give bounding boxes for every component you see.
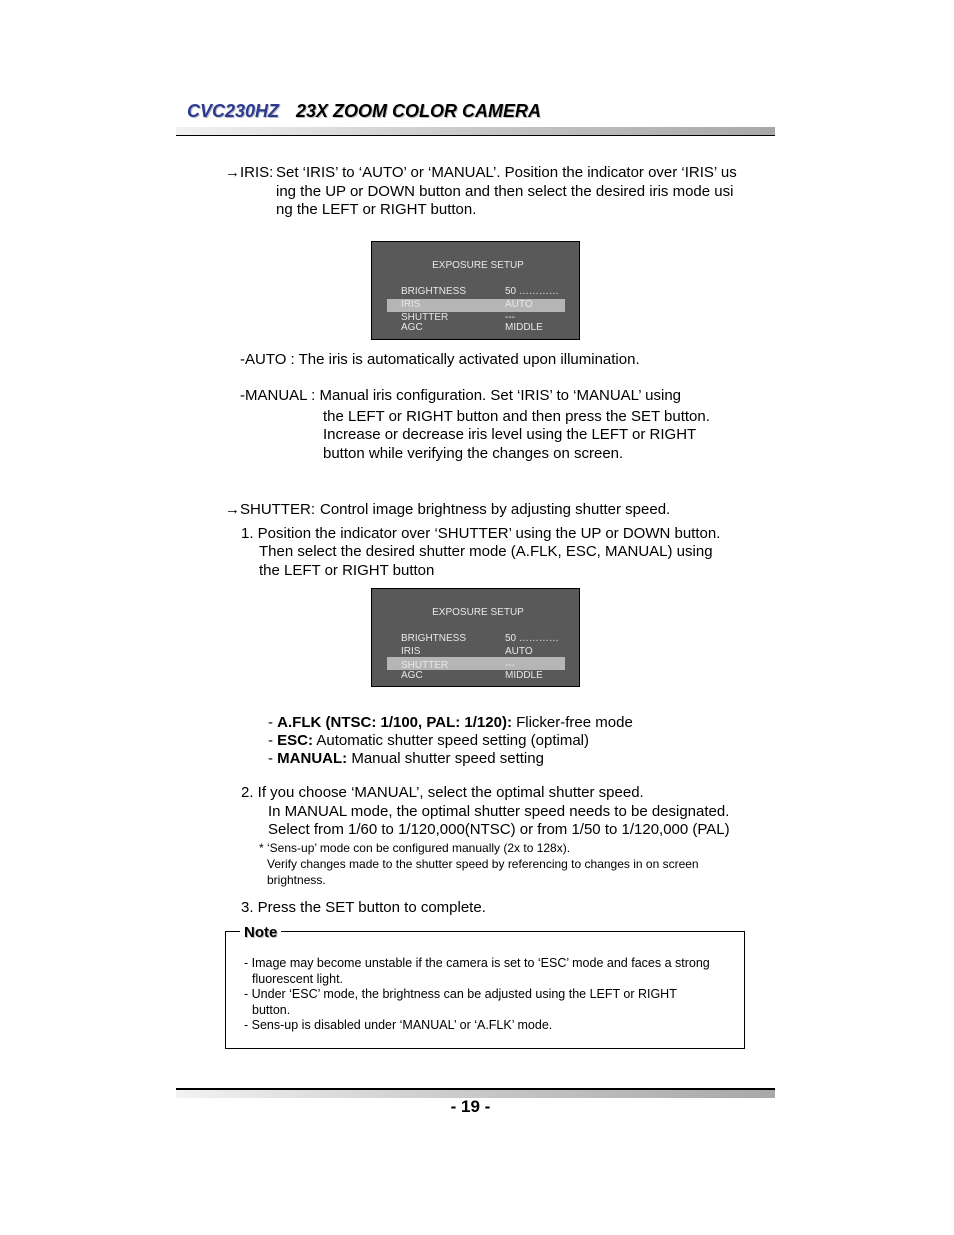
iris-auto-text: -AUTO : The iris is automatically activated upon illumination. — [240, 351, 640, 368]
iris-desc-line-2: ing the UP or DOWN button and then select the desired iris mode usi — [276, 183, 734, 200]
osd-row-label: SHUTTER — [401, 660, 449, 671]
shutter-step3: 3. Press the SET button to complete. — [241, 899, 486, 916]
osd-row-value: --- — [505, 660, 515, 671]
note-title: Note — [240, 924, 281, 941]
shutter-mode-manual — [268, 749, 544, 768]
shutter-step1-line-2: Then select the desired shutter mode (A.FLK, ESC, MANUAL) using — [259, 543, 713, 560]
iris-desc-line-3: ng the LEFT or RIGHT button. — [276, 201, 477, 218]
mode-prefix: - — [268, 732, 278, 749]
mode-desc: Automatic shutter speed setting (optimal) — [313, 732, 589, 749]
osd-row-value: MIDDLE — [505, 322, 543, 333]
osd-title: EXPOSURE SETUP — [432, 260, 524, 271]
osd-row-value: AUTO — [505, 646, 533, 657]
osd-row-value: AUTO — [505, 299, 533, 310]
iris-manual-line-2: the LEFT or RIGHT button and then press the SET button. — [323, 408, 710, 425]
mode-name: ESC: — [277, 732, 314, 749]
page-number: - 19 - — [450, 1097, 491, 1116]
iris-manual-line-4: button while verifying the changes on screen. — [323, 445, 624, 462]
shutter-desc: Control image brightness by adjusting shutter speed. — [320, 501, 671, 518]
shutter-mode-aflk — [268, 713, 633, 732]
mode-name: A.FLK (NTSC: 1/100, PAL: 1/120): — [277, 714, 512, 731]
shutter-step1-line-3: the LEFT or RIGHT button — [259, 562, 435, 579]
footnote-line-3: brightness. — [267, 873, 326, 887]
header-title: 23X ZOOM COLOR CAMERA — [296, 101, 542, 121]
note-line-3: - Under ‘ESC’ mode, the brightness can be adjusted using the LEFT or RIGHT — [244, 987, 677, 1001]
shutter-step2-line-3: Select from 1/60 to 1/120,000(NTSC) or from 1/50 to 1/120,000 (PAL) — [268, 821, 730, 838]
note-line-1: - Image may become unstable if the camera is set to ‘ESC’ mode and faces a strong — [244, 956, 710, 970]
osd-row-value: --- — [505, 312, 515, 323]
footnote-line-1: * ‘Sens-up’ mode con be configured manually (2x to 128x). — [259, 841, 571, 855]
footnote-line-2: Verify changes made to the shutter speed by referencing to changes in on screen — [267, 857, 699, 871]
osd-row-value: MIDDLE — [505, 670, 543, 681]
shutter-step2-line-1: 2. If you choose ‘MANUAL’, select the optimal shutter speed. — [241, 784, 644, 801]
shutter-label: SHUTTER: — [240, 501, 315, 518]
shutter-mode-esc — [268, 731, 589, 750]
osd-exposure-setup-iris — [371, 241, 580, 340]
osd-row-label: AGC — [401, 322, 423, 333]
mode-prefix: - — [268, 750, 278, 767]
iris-manual-line-1: -MANUAL : Manual iris configuration. Set ‘IRIS’ to ‘MANUAL’ using — [240, 387, 681, 404]
iris-manual-line-3: Increase or decrease iris level using the LEFT or RIGHT — [323, 426, 697, 443]
osd-row-label: AGC — [401, 670, 423, 681]
osd-row-value: 50 ………… — [505, 633, 559, 644]
arrow-icon: → — [225, 501, 240, 518]
iris-heading — [225, 163, 273, 182]
osd-row-label: BRIGHTNESS — [401, 286, 467, 297]
osd-row-value: 50 ………… — [505, 286, 559, 297]
osd-exposure-setup-shutter — [371, 588, 580, 687]
osd-row-label: BRIGHTNESS — [401, 633, 467, 644]
iris-label: IRIS: — [240, 164, 274, 181]
shutter-heading — [225, 500, 315, 519]
osd-row-label: SHUTTER — [401, 312, 449, 323]
osd-title: EXPOSURE SETUP — [432, 607, 524, 618]
shutter-step1-line-1: 1. Position the indicator over ‘SHUTTER’ using the UP or DOWN button. — [241, 525, 721, 542]
iris-desc-line-1: Set ‘IRIS’ to ‘AUTO’ or ‘MANUAL’. Position the indicator over ‘IRIS’ us — [276, 164, 737, 181]
header-model: CVC230HZ — [187, 101, 280, 121]
mode-desc: Manual shutter speed setting — [347, 750, 544, 767]
mode-name: MANUAL: — [277, 750, 348, 767]
note-line-2: fluorescent light. — [252, 972, 344, 986]
osd-row-label: IRIS — [401, 646, 421, 657]
header-gradient-bar — [176, 127, 775, 135]
osd-row-label: IRIS — [401, 299, 421, 310]
arrow-icon: → — [225, 164, 240, 181]
header-divider — [176, 135, 775, 136]
note-line-5: - Sens-up is disabled under ‘MANUAL’ or ‘A.FLK’ mode. — [244, 1018, 553, 1032]
note-line-4: button. — [252, 1003, 291, 1017]
mode-desc: Flicker-free mode — [511, 714, 633, 731]
mode-prefix: - — [268, 714, 278, 731]
shutter-step2-line-2: In MANUAL mode, the optimal shutter speed needs to be designated. — [268, 803, 730, 820]
